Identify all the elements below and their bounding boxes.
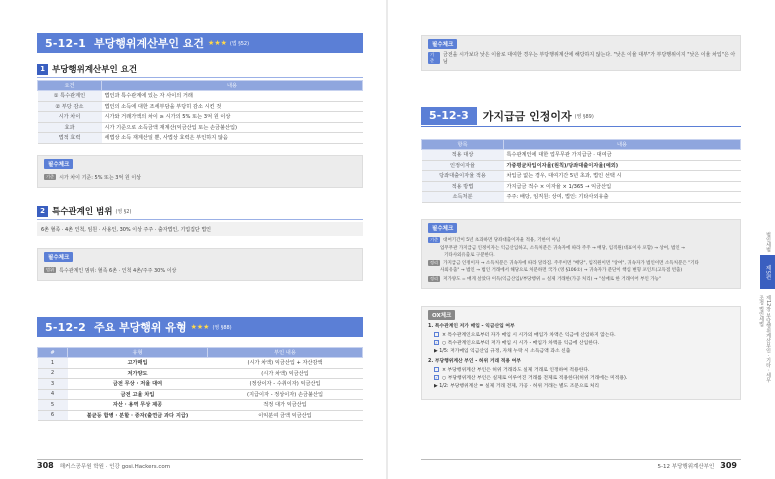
table-header: # xyxy=(38,348,68,358)
table-cell: 당좌대출이자율 적용 xyxy=(422,171,504,182)
footer-rule xyxy=(37,459,363,460)
footer-text: 5-12 부당행위계산부인 xyxy=(657,463,715,470)
ox-question: 2. 부당행위계산 부인 - 허위 거래 적용 여부 xyxy=(428,359,521,364)
table-cell: 불균등 합병 · 분할 · 증자(출연금 과다 지급) xyxy=(68,410,208,421)
check-label: 필수체크 xyxy=(428,39,457,49)
table-cell: 적용 대상 xyxy=(422,150,504,161)
table-cell: 적용 방법 xyxy=(422,181,504,192)
check-line: 업무무관 가지급금 인정이자는 익금산입하고, 소득처분은 귀속자에 따라 주주 → 배당, 임직원(대표이사 포함) → 상여, 법인 → xyxy=(440,245,685,251)
table-row xyxy=(38,101,363,112)
table-cell: (시가 차액) 익금산입 + 자산감액 xyxy=(208,358,363,369)
table-row xyxy=(422,192,741,203)
subhead-title: 부당행위계산부인 요건 xyxy=(52,65,138,75)
table-header: 내용 xyxy=(102,81,363,91)
table-cell: 6 xyxy=(38,410,68,421)
table-row xyxy=(38,368,363,379)
table-cell: 특수관계인에 대한 업무무관 가지급금 · 대여금 xyxy=(504,150,741,161)
ox-explanation: ▶ 1/5: 저가매입 익금산입 규정, 자채 누락 시 소득금액 과소 신출 xyxy=(434,349,571,354)
tag-badge: 기준 xyxy=(430,236,439,242)
table-cell: 시가와 거래가액의 차이 ≥ 시가의 5% 또는 3억 원 이상 xyxy=(102,112,363,123)
page-number: 309 xyxy=(720,461,737,470)
subhead-1 xyxy=(37,63,363,75)
section-title: 가지급금 인정이자 xyxy=(482,110,572,123)
ox-option-text: ○ 특수관계인으로부터 저가 매입 시 시가 - 매입가 차액을 익금에 산입한다. xyxy=(442,341,600,346)
table-cell: 1 xyxy=(38,358,68,369)
side-label-top: 법인세법 xyxy=(765,232,771,252)
table-cell: 법인의 소득에 대한 조세부담을 부당히 감소 시킨 것 xyxy=(102,101,363,112)
table-cell: 시가 기준으로 소득금액 재계산(익금산입 또는 손금불산입) xyxy=(102,122,363,133)
checkbox-icon xyxy=(434,332,439,337)
footer-rule xyxy=(421,459,741,460)
tag-badge: 범위 xyxy=(46,267,55,272)
table-row xyxy=(422,181,741,192)
table-header: 유형 xyxy=(68,348,208,358)
table-cell: 소득처분 xyxy=(422,192,504,203)
star-rating: ★★★ xyxy=(208,39,227,47)
table-row xyxy=(38,112,363,123)
table-cell: 시가 차이 xyxy=(38,112,102,123)
check-line: 사외유출" → 법인 → 법인 거래에서 해당으로 처분하면 국가 (영 §106①) → 귀속자가 분단이 핵심 변형 포인트(고득점 빈출) xyxy=(440,267,683,273)
table-cell: 3 xyxy=(38,379,68,390)
ox-option-text: ○ 부당행위계산 부인은 실제로 이루어진 거래를 전제로 적용한다(허위 거래에는 미적용). xyxy=(442,376,628,381)
subhead-note: (영 §2) xyxy=(115,208,132,215)
table-cell: 세법상 소득 재계산일 뿐, 사법상 효력은 부인하지 않음 xyxy=(102,133,363,144)
checkbox-icon: ✓ xyxy=(435,340,439,345)
check-line xyxy=(428,236,736,243)
footer-text: 해커스공무원 학원 · 인강 gosi.Hackers.com xyxy=(59,463,171,470)
section-code: 5-12-1 xyxy=(45,36,86,50)
table-cell: 금전 무상 · 저율 대여 xyxy=(68,379,208,390)
footer-right xyxy=(658,461,737,470)
table-cell: 주주: 배당, 임직원: 상여, 법인: 기타사외유출 xyxy=(504,192,741,203)
side-label-bottom: 제12장 부당행위계산부인 · 기타 · 세무조정 법인세법 xyxy=(758,295,771,383)
ox-option xyxy=(434,366,590,373)
table-cell: 금전 고율 차입 xyxy=(68,389,208,400)
section-note: (영 §88) xyxy=(212,324,232,331)
table-row xyxy=(38,389,363,400)
table-cell: 가지급금 적수 × 이자율 × 1/365 → 익금산입 xyxy=(504,181,741,192)
table-row xyxy=(422,160,741,171)
table-row xyxy=(38,410,363,421)
section-header-5-12-3 xyxy=(421,107,741,125)
table-cell: 법인과 특수관계에 있는 자 사이의 거래 xyxy=(102,91,363,102)
check-content: 금전을 시가보다 낮은 이율로 대여한 경우는 부당행위계산에 해당하지 않는다. "낮은 이율 대부"가 부당행위이지 "낮은 이율 차입"은 아님 xyxy=(442,52,736,65)
table-header: 내용 xyxy=(504,140,741,150)
table-cell: (지급이자 - 정상이자) 손금불산입 xyxy=(208,389,363,400)
check-line xyxy=(428,259,736,266)
ox-option xyxy=(434,339,599,346)
subhead-number: 2 xyxy=(37,206,48,217)
table-row xyxy=(38,358,363,369)
footer-left xyxy=(37,461,170,470)
section-code: 5-12-3 xyxy=(421,107,477,125)
star-rating: ★★★ xyxy=(190,323,210,331)
section-title: 부당행위계산부인 요건 xyxy=(93,37,205,50)
table-header: 요건 xyxy=(38,81,102,91)
check-content: 대여기간이 5년 초과하면 당좌대출이자율 적용, 기한이 아님 xyxy=(443,237,561,243)
tag-badge: 기준 xyxy=(428,52,440,64)
check-label: 필수체크 xyxy=(44,252,73,262)
table-header: 항목 xyxy=(422,140,504,150)
table-cell: 효과 xyxy=(38,122,102,133)
ox-option xyxy=(434,331,616,338)
checkbox-icon xyxy=(434,367,439,372)
subhead-title: 특수관계인 범위 xyxy=(52,207,113,217)
section-header-5-12-1 xyxy=(37,33,363,53)
check-content: 특수관계인 범위: 혈족 6촌 · 인척 4촌/주주 30% 이상 xyxy=(59,267,177,274)
interest-table xyxy=(421,139,741,203)
tag-badge: 정리 xyxy=(430,259,439,265)
table-row xyxy=(422,171,741,182)
check-line xyxy=(428,275,736,282)
section-title: 주요 부당행위 유형 xyxy=(93,321,187,334)
side-chapter-tab[interactable]: 제5편 xyxy=(760,255,775,289)
table-cell: (시가 차액) 익금산입 xyxy=(208,368,363,379)
check-label: 필수체크 xyxy=(44,159,73,169)
ox-label: OX체크 xyxy=(428,310,455,320)
table-cell: (정상이자 - 수취이자) 익금산입 xyxy=(208,379,363,390)
page-number: 308 xyxy=(37,461,54,470)
table-cell: 2 xyxy=(38,368,68,379)
checkbox-icon: ✓ xyxy=(435,375,439,380)
table-header: 부인 내용 xyxy=(208,348,363,358)
table-cell: 저가양도 xyxy=(68,368,208,379)
table-row xyxy=(38,379,363,390)
ox-explanation: ▶ 1/2: 부당행위계산 = 실제 거래 전제, 가공 · 허위 거래는 별도 조문으로 처리 xyxy=(434,384,600,389)
table-row xyxy=(38,400,363,411)
check-content: 시가 차이 기준: 5% 또는 3억 원 이상 xyxy=(59,174,141,181)
section-note: (영 §89) xyxy=(574,113,594,120)
right-page xyxy=(388,0,775,479)
tag-badge: 기준 xyxy=(46,174,55,179)
check-content: 가지급금 인정이자 → 소득처분은 귀속자에 따라 달라짐. 주주이면 "배당", 임직원이면 "상여", 귀속자가 법인이면 소득처분은 "기타 xyxy=(443,260,699,266)
table-cell: 5 xyxy=(38,400,68,411)
table-cell: ② 부당 감소 xyxy=(38,101,102,112)
table-row xyxy=(38,133,363,144)
table-cell: 4 xyxy=(38,389,68,400)
check-content: 저가양도 = 매게 살았다 이득(익금산입)/부당행위 = 실제 거래한(가공 처리) → "실매로 한 거래이어 부인 가능" xyxy=(443,276,661,282)
ox-option xyxy=(434,374,627,381)
tag-badge: 정리 xyxy=(430,275,439,281)
check-text xyxy=(44,265,354,275)
check-label: 필수체크 xyxy=(428,223,457,233)
check-line: 기타사외유출로 구분한다. xyxy=(444,252,495,258)
table-cell: 적정 대가 익금산입 xyxy=(208,400,363,411)
table-cell: 고가매입 xyxy=(68,358,208,369)
table-row xyxy=(38,91,363,102)
types-table xyxy=(37,347,363,421)
section-note: (법 §52) xyxy=(229,40,250,47)
table-row xyxy=(38,122,363,133)
table-cell: 이익분여 금액 익금산입 xyxy=(208,410,363,421)
table-cell: 가중평균차입이자율(원칙)/당좌대출이자율(예외) xyxy=(504,160,741,171)
left-page xyxy=(0,0,387,479)
ox-question: 1. 특수관계인 저가 매입 - 익금산입 여부 xyxy=(428,324,515,329)
section-code: 5-12-2 xyxy=(45,320,86,334)
subhead-number: 1 xyxy=(37,64,48,75)
ox-option-text: × 특수관계인으로부터 자가 매입 시 시가의 매입가 차액은 익금에 산입하지 않는다. xyxy=(442,333,616,338)
table-cell: 인정이자율 xyxy=(422,160,504,171)
subhead-2 xyxy=(37,205,363,217)
check-text xyxy=(44,172,354,182)
related-party-summary: 6촌 혈족 · 4촌 인척, 임원 · 사용인, 30% 이상 주주 · 출자법인, 기업집단 법인 xyxy=(37,222,363,236)
ox-option-text: × 부당행위계산 부인은 허위 거래라도 실제 거래로 인정하여 적용한다. xyxy=(442,368,590,373)
section-header-5-12-2 xyxy=(37,317,363,337)
table-cell: 자산 · 용역 무상 제공 xyxy=(68,400,208,411)
table-row xyxy=(422,150,741,161)
table-cell: 차입금 없는 경우, 대여기간 5년 초과, 법인 선택 시 xyxy=(504,171,741,182)
check-text xyxy=(428,52,736,68)
table-cell: 법적 효력 xyxy=(38,133,102,144)
table-cell: ① 특수관계인 xyxy=(38,91,102,102)
requirements-table xyxy=(37,80,363,144)
